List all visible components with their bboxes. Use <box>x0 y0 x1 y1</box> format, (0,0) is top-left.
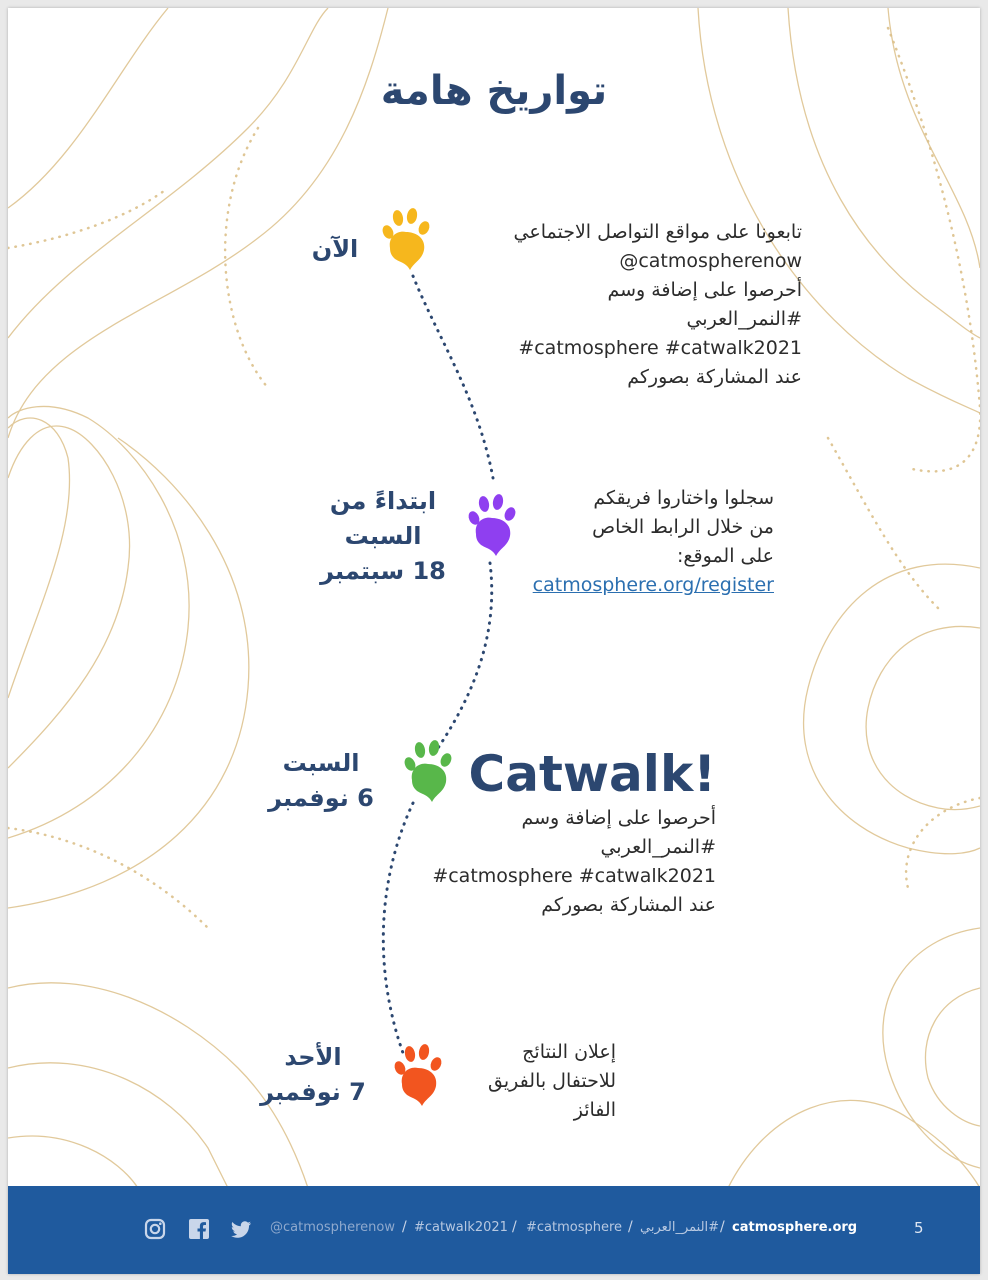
footer-website[interactable]: catmosphere.org <box>732 1220 858 1235</box>
footer-handle[interactable]: @catmospherenow <box>270 1220 395 1235</box>
paw-icon <box>390 1042 446 1108</box>
footer-separator: / <box>402 1219 407 1235</box>
milestone-3-date: السبت 6 نوفمبر <box>268 749 374 812</box>
paw-icon <box>464 492 520 558</box>
page-title: تواريخ هامة <box>380 68 608 114</box>
register-link[interactable]: catmosphere.org/register <box>532 574 774 596</box>
instagram-icon[interactable] <box>144 1218 166 1240</box>
milestone-1-date: الآن <box>311 235 359 263</box>
milestone-2-date: ابتداءً من السبت 18 سبتمبر <box>320 487 446 585</box>
milestone-4-description: إعلان النتائج للاحتفال بالفريق الفائز <box>488 1041 616 1121</box>
footer-separator: / <box>628 1219 633 1235</box>
twitter-icon[interactable] <box>230 1218 252 1240</box>
page-number: 5 <box>914 1219 924 1237</box>
footer-tag-arabian-tiger[interactable]: #النمر_العربي <box>640 1220 720 1235</box>
footer-bar <box>8 1186 980 1274</box>
document-page <box>8 8 980 1274</box>
facebook-icon[interactable] <box>188 1218 210 1240</box>
footer-separator: / <box>512 1219 517 1235</box>
timeline-path <box>8 8 980 1188</box>
milestone-1-description: تابعونا على مواقع التواصل الاجتماعي @catmospherenow أحرصوا على إضافة وسم #النمر_العربي #catmosphere #catwalk2021 عند المشاركة بصوركم <box>513 221 802 388</box>
footer-separator: / <box>720 1219 725 1235</box>
milestone-4-date: الأحد 7 نوفمبر <box>260 1043 366 1106</box>
footer-tag-catmosphere[interactable]: #catmosphere <box>526 1220 623 1235</box>
milestone-2-description: سجلوا واختاروا فريقكم من خلال الرابط الخاص على الموقع: catmosphere.org/register <box>533 484 774 600</box>
milestone-3-description: Catwalk! أحرصوا على إضافة وسم #النمر_العربي #catmosphere #catwalk2021 عند المشاركة بصوركم <box>432 745 716 916</box>
catwalk-heading: Catwalk! <box>468 745 716 803</box>
footer-tag-catwalk2021[interactable]: #catwalk2021 <box>414 1220 508 1235</box>
paw-icon <box>378 206 434 272</box>
